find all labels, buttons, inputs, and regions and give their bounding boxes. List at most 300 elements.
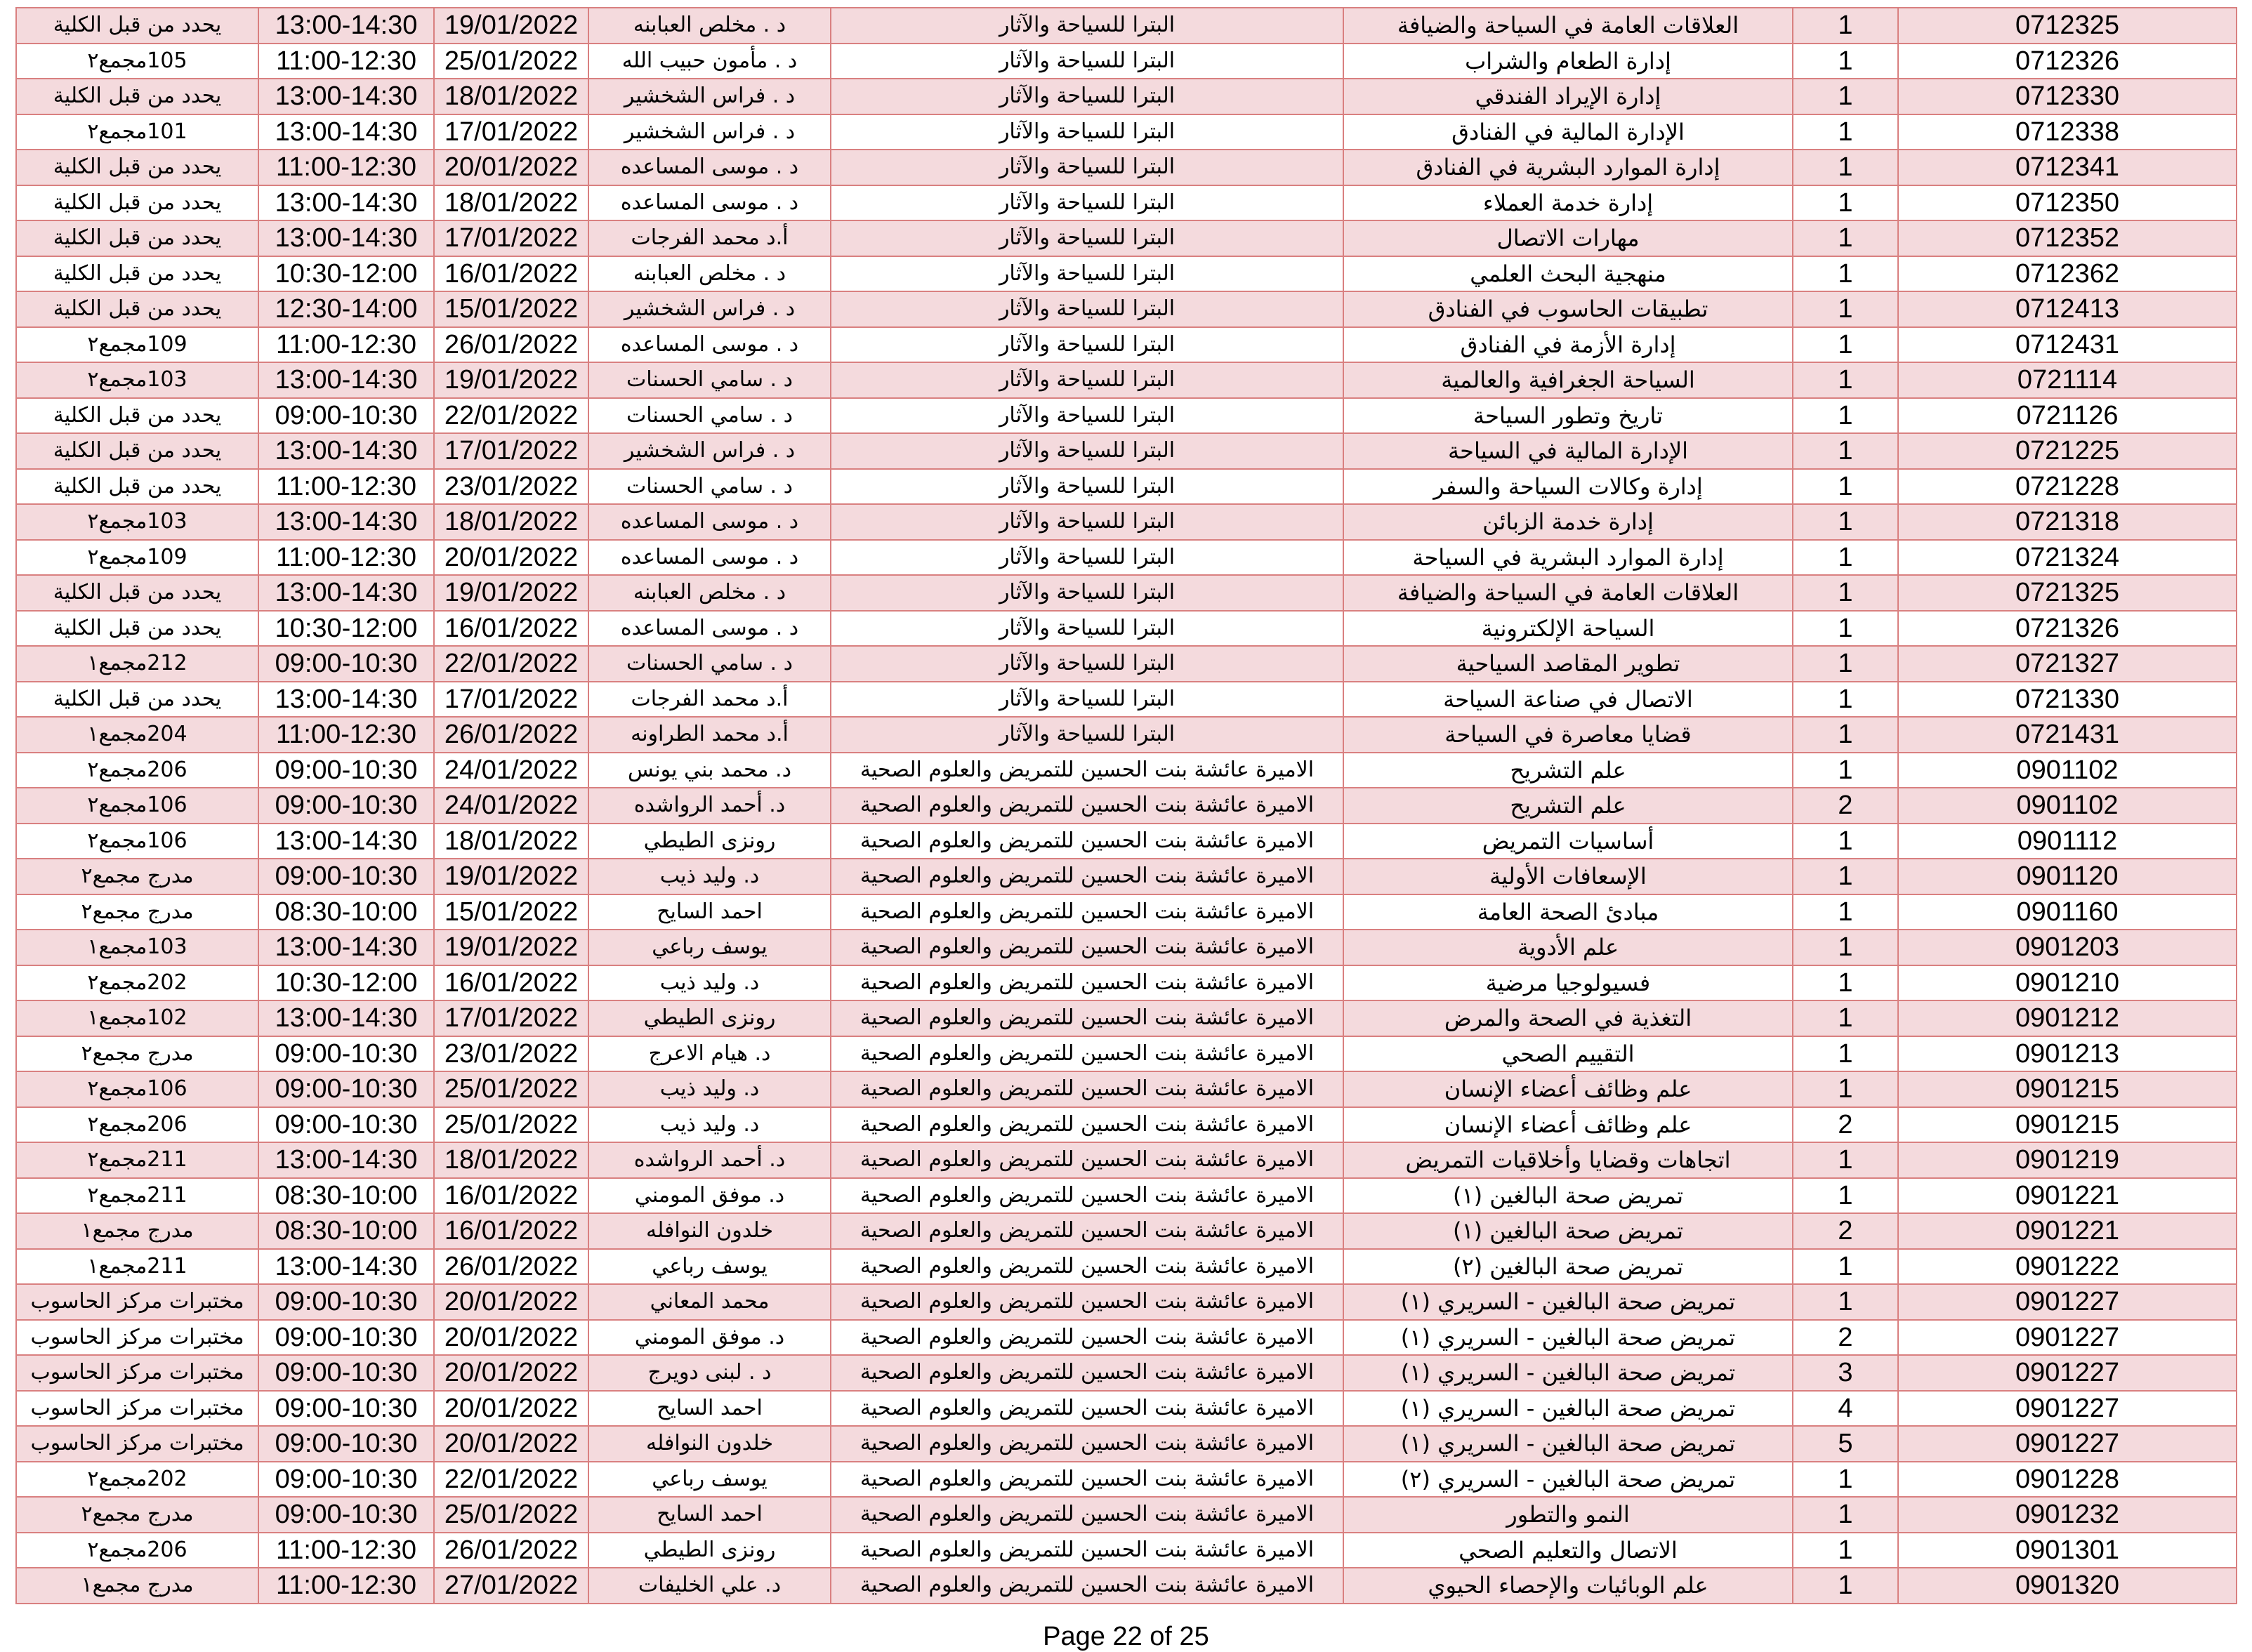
cell-time: 09:00-10:30	[258, 1284, 434, 1320]
cell-lecturer: د . سامي الحسنات	[588, 646, 831, 682]
table-row	[16, 44, 2237, 79]
cell-section: 5	[1793, 1426, 1898, 1462]
cell-place: 211مجمع١	[16, 1249, 258, 1285]
cell-section: 1	[1793, 220, 1898, 256]
cell-section: 1	[1793, 8, 1898, 44]
cell-time: 11:00-12:30	[258, 469, 434, 505]
cell-faculty: الاميرة عائشة بنت الحسين للتمريض والعلوم الصحية	[831, 1142, 1343, 1178]
cell-code: 0901221	[1898, 1178, 2237, 1214]
cell-date: 25/01/2022	[434, 1497, 588, 1533]
cell-code: 0901227	[1898, 1391, 2237, 1427]
cell-faculty: الاميرة عائشة بنت الحسين للتمريض والعلوم الصحية	[831, 1355, 1343, 1391]
cell-faculty: الاميرة عائشة بنت الحسين للتمريض والعلوم الصحية	[831, 1462, 1343, 1498]
cell-code: 0712352	[1898, 220, 2237, 256]
cell-place: 106مجمع٢	[16, 824, 258, 859]
cell-lecturer: رونزى الطيطي	[588, 1533, 831, 1568]
cell-code: 0901203	[1898, 930, 2237, 965]
cell-course: السياحة الإلكترونية	[1343, 611, 1793, 647]
cell-faculty: البترا للسياحة والآثار	[831, 327, 1343, 363]
cell-course: علم الوبائيات والإحصاء الحيوي	[1343, 1568, 1793, 1604]
cell-code: 0901221	[1898, 1213, 2237, 1249]
cell-place: مدرج مجمع٢	[16, 1036, 258, 1072]
table-row	[16, 1036, 2237, 1072]
cell-section: 1	[1793, 1178, 1898, 1214]
cell-course: تمريض صحة البالغين - السريري (١)	[1343, 1391, 1793, 1427]
table-row	[16, 1462, 2237, 1498]
cell-time: 13:00-14:30	[258, 220, 434, 256]
cell-time: 13:00-14:30	[258, 79, 434, 114]
cell-faculty: البترا للسياحة والآثار	[831, 362, 1343, 398]
cell-time: 11:00-12:30	[258, 1568, 434, 1604]
cell-code: 0721114	[1898, 362, 2237, 398]
cell-date: 16/01/2022	[434, 965, 588, 1001]
cell-section: 1	[1793, 44, 1898, 79]
cell-faculty: الاميرة عائشة بنت الحسين للتمريض والعلوم الصحية	[831, 788, 1343, 824]
cell-place: مدرج مجمع٢	[16, 859, 258, 894]
cell-faculty: البترا للسياحة والآثار	[831, 469, 1343, 505]
cell-faculty: البترا للسياحة والآثار	[831, 540, 1343, 576]
table-row	[16, 682, 2237, 718]
table-row	[16, 788, 2237, 824]
cell-time: 09:00-10:30	[258, 753, 434, 788]
cell-date: 25/01/2022	[434, 1107, 588, 1143]
cell-time: 13:00-14:30	[258, 1142, 434, 1178]
cell-place: يحدد من قبل الكلية	[16, 611, 258, 647]
exam-schedule-table-wrap	[15, 7, 2236, 1604]
cell-code: 0721327	[1898, 646, 2237, 682]
cell-course: الإدارة المالية في الفنادق	[1343, 114, 1793, 150]
cell-date: 20/01/2022	[434, 1320, 588, 1356]
cell-course: إدارة خدمة العملاء	[1343, 185, 1793, 221]
table-row	[16, 1497, 2237, 1533]
exam-rows	[16, 8, 2237, 1604]
cell-section: 4	[1793, 1391, 1898, 1427]
table-row	[16, 1355, 2237, 1391]
cell-code: 0901227	[1898, 1284, 2237, 1320]
cell-section: 1	[1793, 504, 1898, 540]
cell-course: العلاقات العامة في السياحة والضيافة	[1343, 575, 1793, 611]
cell-code: 0721126	[1898, 398, 2237, 434]
cell-place: 202مجمع٢	[16, 965, 258, 1001]
cell-date: 19/01/2022	[434, 575, 588, 611]
cell-time: 08:30-10:00	[258, 894, 434, 930]
cell-place: 101مجمع٢	[16, 114, 258, 150]
cell-lecturer: د. محمد بني يونس	[588, 753, 831, 788]
cell-faculty: الاميرة عائشة بنت الحسين للتمريض والعلوم الصحية	[831, 930, 1343, 965]
cell-lecturer: خلدون النوافله	[588, 1213, 831, 1249]
table-row	[16, 291, 2237, 327]
exam-schedule-table	[15, 7, 2237, 1604]
cell-time: 10:30-12:00	[258, 611, 434, 647]
cell-lecturer: د . فراس الشخشير	[588, 433, 831, 469]
cell-date: 18/01/2022	[434, 185, 588, 221]
table-row	[16, 1142, 2237, 1178]
cell-lecturer: د . موسى المساعده	[588, 150, 831, 185]
cell-date: 17/01/2022	[434, 114, 588, 150]
cell-place: 103مجمع١	[16, 930, 258, 965]
cell-date: 18/01/2022	[434, 79, 588, 114]
cell-place: مدرج مجمع٢	[16, 1497, 258, 1533]
cell-date: 20/01/2022	[434, 540, 588, 576]
cell-course: تمريض صحة البالغين (١)	[1343, 1178, 1793, 1214]
cell-code: 0721324	[1898, 540, 2237, 576]
cell-code: 0721318	[1898, 504, 2237, 540]
cell-section: 1	[1793, 611, 1898, 647]
table-row	[16, 1391, 2237, 1427]
cell-lecturer: د . سامي الحسنات	[588, 469, 831, 505]
table-row	[16, 930, 2237, 965]
cell-section: 1	[1793, 79, 1898, 114]
cell-place: يحدد من قبل الكلية	[16, 220, 258, 256]
table-row	[16, 1426, 2237, 1462]
cell-section: 1	[1793, 469, 1898, 505]
cell-lecturer: د. وليد ذيب	[588, 859, 831, 894]
cell-faculty: الاميرة عائشة بنت الحسين للتمريض والعلوم الصحية	[831, 1533, 1343, 1568]
table-row	[16, 965, 2237, 1001]
cell-section: 1	[1793, 185, 1898, 221]
cell-course: علم التشريح	[1343, 788, 1793, 824]
cell-course: تمريض صحة البالغين - السريري (١)	[1343, 1355, 1793, 1391]
cell-course: التغذية في الصحة والمرض	[1343, 1000, 1793, 1036]
cell-time: 09:00-10:30	[258, 1107, 434, 1143]
cell-code: 0712338	[1898, 114, 2237, 150]
cell-code: 0712413	[1898, 291, 2237, 327]
cell-date: 20/01/2022	[434, 1284, 588, 1320]
cell-code: 0901227	[1898, 1426, 2237, 1462]
cell-code: 0901210	[1898, 965, 2237, 1001]
cell-place: 103مجمع٢	[16, 362, 258, 398]
cell-place: يحدد من قبل الكلية	[16, 575, 258, 611]
cell-faculty: الاميرة عائشة بنت الحسين للتمريض والعلوم الصحية	[831, 859, 1343, 894]
cell-lecturer: أ.د محمد الطراونه	[588, 717, 831, 753]
cell-course: إدارة الإيراد الفندقي	[1343, 79, 1793, 114]
cell-place: 204مجمع١	[16, 717, 258, 753]
table-row	[16, 398, 2237, 434]
table-row	[16, 150, 2237, 185]
cell-time: 09:00-10:30	[258, 646, 434, 682]
cell-code: 0901227	[1898, 1320, 2237, 1356]
cell-time: 10:30-12:00	[258, 256, 434, 292]
cell-course: الاتصال والتعليم الصحي	[1343, 1533, 1793, 1568]
cell-faculty: البترا للسياحة والآثار	[831, 646, 1343, 682]
cell-lecturer: د . موسى المساعده	[588, 185, 831, 221]
cell-place: مدرج مجمع١	[16, 1568, 258, 1604]
cell-time: 09:00-10:30	[258, 859, 434, 894]
cell-lecturer: د. أحمد الرواشده	[588, 1142, 831, 1178]
cell-course: قضايا معاصرة في السياحة	[1343, 717, 1793, 753]
cell-course: تطوير المقاصد السياحية	[1343, 646, 1793, 682]
table-row	[16, 1533, 2237, 1568]
cell-faculty: الاميرة عائشة بنت الحسين للتمريض والعلوم الصحية	[831, 1391, 1343, 1427]
cell-time: 13:00-14:30	[258, 1000, 434, 1036]
cell-date: 20/01/2022	[434, 150, 588, 185]
cell-section: 1	[1793, 575, 1898, 611]
cell-course: منهجية البحث العلمي	[1343, 256, 1793, 292]
cell-place: مختبرات مركز الحاسوب	[16, 1391, 258, 1427]
cell-lecturer: احمد السايح	[588, 894, 831, 930]
cell-time: 11:00-12:30	[258, 327, 434, 363]
cell-place: يحدد من قبل الكلية	[16, 398, 258, 434]
cell-time: 12:30-14:00	[258, 291, 434, 327]
cell-place: 211مجمع٢	[16, 1178, 258, 1214]
cell-section: 1	[1793, 327, 1898, 363]
cell-course: السياحة الجغرافية والعالمية	[1343, 362, 1793, 398]
cell-section: 1	[1793, 1071, 1898, 1107]
table-row	[16, 8, 2237, 44]
cell-time: 13:00-14:30	[258, 362, 434, 398]
cell-section: 1	[1793, 1142, 1898, 1178]
cell-time: 11:00-12:30	[258, 1533, 434, 1568]
cell-course: إدارة خدمة الزبائن	[1343, 504, 1793, 540]
table-row	[16, 611, 2237, 647]
cell-time: 08:30-10:00	[258, 1213, 434, 1249]
cell-time: 09:00-10:30	[258, 1391, 434, 1427]
cell-code: 0721325	[1898, 575, 2237, 611]
cell-course: تطبيقات الحاسوب في الفنادق	[1343, 291, 1793, 327]
cell-faculty: الاميرة عائشة بنت الحسين للتمريض والعلوم الصحية	[831, 965, 1343, 1001]
cell-section: 1	[1793, 646, 1898, 682]
table-row	[16, 220, 2237, 256]
cell-lecturer: د . موسى المساعده	[588, 327, 831, 363]
cell-course: الإدارة المالية في السياحة	[1343, 433, 1793, 469]
table-row	[16, 1000, 2237, 1036]
cell-faculty: الاميرة عائشة بنت الحسين للتمريض والعلوم الصحية	[831, 1497, 1343, 1533]
cell-code: 0721431	[1898, 717, 2237, 753]
table-row	[16, 575, 2237, 611]
cell-date: 19/01/2022	[434, 859, 588, 894]
cell-course: التقييم الصحي	[1343, 1036, 1793, 1072]
cell-lecturer: د . فراس الشخشير	[588, 79, 831, 114]
cell-faculty: البترا للسياحة والآثار	[831, 611, 1343, 647]
cell-faculty: الاميرة عائشة بنت الحسين للتمريض والعلوم الصحية	[831, 824, 1343, 859]
table-row	[16, 504, 2237, 540]
table-row	[16, 859, 2237, 894]
table-row	[16, 824, 2237, 859]
cell-section: 1	[1793, 824, 1898, 859]
cell-date: 17/01/2022	[434, 1000, 588, 1036]
cell-course: العلاقات العامة في السياحة والضيافة	[1343, 8, 1793, 44]
cell-course: إدارة الموارد البشرية في السياحة	[1343, 540, 1793, 576]
cell-code: 0901160	[1898, 894, 2237, 930]
cell-section: 1	[1793, 540, 1898, 576]
cell-date: 22/01/2022	[434, 398, 588, 434]
cell-date: 23/01/2022	[434, 469, 588, 505]
cell-faculty: الاميرة عائشة بنت الحسين للتمريض والعلوم الصحية	[831, 753, 1343, 788]
cell-date: 26/01/2022	[434, 717, 588, 753]
cell-code: 0901213	[1898, 1036, 2237, 1072]
cell-lecturer: د . مخلص العبابنه	[588, 8, 831, 44]
cell-code: 0721228	[1898, 469, 2237, 505]
table-row	[16, 1568, 2237, 1604]
cell-section: 1	[1793, 150, 1898, 185]
cell-section: 1	[1793, 753, 1898, 788]
cell-lecturer: يوسف رباعي	[588, 930, 831, 965]
cell-date: 22/01/2022	[434, 646, 588, 682]
cell-date: 25/01/2022	[434, 44, 588, 79]
cell-lecturer: احمد السايح	[588, 1497, 831, 1533]
cell-section: 2	[1793, 788, 1898, 824]
cell-place: 106مجمع٢	[16, 788, 258, 824]
cell-place: يحدد من قبل الكلية	[16, 433, 258, 469]
table-row	[16, 646, 2237, 682]
cell-section: 2	[1793, 1320, 1898, 1356]
table-row	[16, 79, 2237, 114]
cell-date: 25/01/2022	[434, 1071, 588, 1107]
cell-place: يحدد من قبل الكلية	[16, 185, 258, 221]
cell-date: 26/01/2022	[434, 327, 588, 363]
cell-place: يحدد من قبل الكلية	[16, 79, 258, 114]
cell-lecturer: د. موفق المومني	[588, 1320, 831, 1356]
cell-code: 0721225	[1898, 433, 2237, 469]
table-row	[16, 256, 2237, 292]
cell-time: 13:00-14:30	[258, 824, 434, 859]
cell-date: 27/01/2022	[434, 1568, 588, 1604]
cell-lecturer: أ.د محمد الفرجات	[588, 682, 831, 718]
cell-course: تمريض صحة البالغين - السريري (١)	[1343, 1426, 1793, 1462]
cell-lecturer: د . موسى المساعده	[588, 611, 831, 647]
cell-code: 0712431	[1898, 327, 2237, 363]
cell-time: 11:00-12:30	[258, 150, 434, 185]
cell-date: 15/01/2022	[434, 291, 588, 327]
cell-date: 16/01/2022	[434, 1213, 588, 1249]
cell-course: تمريض صحة البالغين - السريري (١)	[1343, 1320, 1793, 1356]
cell-place: مختبرات مركز الحاسوب	[16, 1426, 258, 1462]
cell-faculty: البترا للسياحة والآثار	[831, 398, 1343, 434]
cell-place: يحدد من قبل الكلية	[16, 682, 258, 718]
cell-faculty: البترا للسياحة والآثار	[831, 8, 1343, 44]
cell-place: 106مجمع٢	[16, 1071, 258, 1107]
cell-date: 16/01/2022	[434, 611, 588, 647]
cell-faculty: البترا للسياحة والآثار	[831, 291, 1343, 327]
cell-lecturer: رونزى الطيطي	[588, 1000, 831, 1036]
cell-lecturer: د. أحمد الرواشده	[588, 788, 831, 824]
cell-code: 0721330	[1898, 682, 2237, 718]
cell-section: 1	[1793, 398, 1898, 434]
cell-faculty: البترا للسياحة والآثار	[831, 717, 1343, 753]
cell-faculty: البترا للسياحة والآثار	[831, 575, 1343, 611]
cell-faculty: البترا للسياحة والآثار	[831, 504, 1343, 540]
cell-lecturer: د . مخلص العبابنه	[588, 575, 831, 611]
cell-place: مدرج مجمع١	[16, 1213, 258, 1249]
cell-lecturer: خلدون النوافله	[588, 1426, 831, 1462]
cell-course: إدارة الموارد البشرية في الفنادق	[1343, 150, 1793, 185]
cell-section: 3	[1793, 1355, 1898, 1391]
cell-lecturer: يوسف رباعي	[588, 1249, 831, 1285]
cell-faculty: الاميرة عائشة بنت الحسين للتمريض والعلوم الصحية	[831, 1284, 1343, 1320]
cell-section: 1	[1793, 362, 1898, 398]
cell-date: 24/01/2022	[434, 788, 588, 824]
table-row	[16, 114, 2237, 150]
cell-lecturer: احمد السايح	[588, 1391, 831, 1427]
table-row	[16, 753, 2237, 788]
cell-date: 19/01/2022	[434, 930, 588, 965]
cell-code: 0712341	[1898, 150, 2237, 185]
cell-course: تمريض صحة البالغين (١)	[1343, 1213, 1793, 1249]
cell-date: 19/01/2022	[434, 362, 588, 398]
cell-time: 13:00-14:30	[258, 433, 434, 469]
cell-code: 0712330	[1898, 79, 2237, 114]
cell-place: 211مجمع٢	[16, 1142, 258, 1178]
cell-time: 09:00-10:30	[258, 1462, 434, 1498]
cell-time: 13:00-14:30	[258, 504, 434, 540]
cell-course: علم الأدوية	[1343, 930, 1793, 965]
cell-lecturer: د . فراس الشخشير	[588, 291, 831, 327]
cell-faculty: الاميرة عائشة بنت الحسين للتمريض والعلوم الصحية	[831, 1071, 1343, 1107]
cell-code: 0901301	[1898, 1533, 2237, 1568]
cell-lecturer: د . موسى المساعده	[588, 540, 831, 576]
table-row	[16, 1178, 2237, 1214]
cell-time: 09:00-10:30	[258, 1426, 434, 1462]
cell-time: 09:00-10:30	[258, 1497, 434, 1533]
cell-time: 13:00-14:30	[258, 682, 434, 718]
table-row	[16, 1249, 2237, 1285]
cell-course: علم وظائف أعضاء الإنسان	[1343, 1107, 1793, 1143]
page-number: Page 22 of 25	[1043, 1622, 1209, 1651]
cell-course: اتجاهات وقضايا وأخلاقيات التمريض	[1343, 1142, 1793, 1178]
cell-place: يحدد من قبل الكلية	[16, 8, 258, 44]
cell-place: يحدد من قبل الكلية	[16, 150, 258, 185]
cell-course: فسيولوجيا مرضية	[1343, 965, 1793, 1001]
cell-place: مدرج مجمع٢	[16, 894, 258, 930]
cell-date: 17/01/2022	[434, 220, 588, 256]
cell-time: 11:00-12:30	[258, 44, 434, 79]
cell-code: 0901120	[1898, 859, 2237, 894]
cell-time: 09:00-10:30	[258, 1320, 434, 1356]
cell-section: 1	[1793, 114, 1898, 150]
cell-place: يحدد من قبل الكلية	[16, 291, 258, 327]
table-row	[16, 1320, 2237, 1356]
cell-course: أساسيات التمريض	[1343, 824, 1793, 859]
cell-place: 103مجمع٢	[16, 504, 258, 540]
table-row	[16, 433, 2237, 469]
cell-course: تمريض صحة البالغين - السريري (٢)	[1343, 1462, 1793, 1498]
cell-time: 13:00-14:30	[258, 185, 434, 221]
cell-time: 13:00-14:30	[258, 114, 434, 150]
cell-course: علم وظائف أعضاء الإنسان	[1343, 1071, 1793, 1107]
cell-lecturer: د . لبنى دويرج	[588, 1355, 831, 1391]
cell-time: 13:00-14:30	[258, 1249, 434, 1285]
cell-section: 2	[1793, 1107, 1898, 1143]
cell-faculty: البترا للسياحة والآثار	[831, 256, 1343, 292]
cell-code: 0901112	[1898, 824, 2237, 859]
cell-section: 1	[1793, 1249, 1898, 1285]
cell-code: 0901212	[1898, 1000, 2237, 1036]
cell-place: 206مجمع٢	[16, 753, 258, 788]
cell-faculty: الاميرة عائشة بنت الحسين للتمريض والعلوم الصحية	[831, 1213, 1343, 1249]
cell-section: 1	[1793, 291, 1898, 327]
table-row	[16, 327, 2237, 363]
cell-course: إدارة الأزمة في الفنادق	[1343, 327, 1793, 363]
cell-course: الاتصال في صناعة السياحة	[1343, 682, 1793, 718]
cell-lecturer: د. وليد ذيب	[588, 1071, 831, 1107]
cell-course: تمريض صحة البالغين (٢)	[1343, 1249, 1793, 1285]
cell-faculty: البترا للسياحة والآثار	[831, 682, 1343, 718]
cell-lecturer: د. هيام الاعرج	[588, 1036, 831, 1072]
cell-section: 1	[1793, 717, 1898, 753]
cell-code: 0712326	[1898, 44, 2237, 79]
cell-code: 0712362	[1898, 256, 2237, 292]
cell-faculty: الاميرة عائشة بنت الحسين للتمريض والعلوم الصحية	[831, 1178, 1343, 1214]
cell-section: 1	[1793, 1284, 1898, 1320]
table-row	[16, 469, 2237, 505]
table-row	[16, 185, 2237, 221]
cell-date: 26/01/2022	[434, 1249, 588, 1285]
cell-course: إدارة وكالات السياحة والسفر	[1343, 469, 1793, 505]
cell-code: 0901228	[1898, 1462, 2237, 1498]
cell-code: 0901232	[1898, 1497, 2237, 1533]
cell-date: 17/01/2022	[434, 682, 588, 718]
cell-faculty: البترا للسياحة والآثار	[831, 44, 1343, 79]
